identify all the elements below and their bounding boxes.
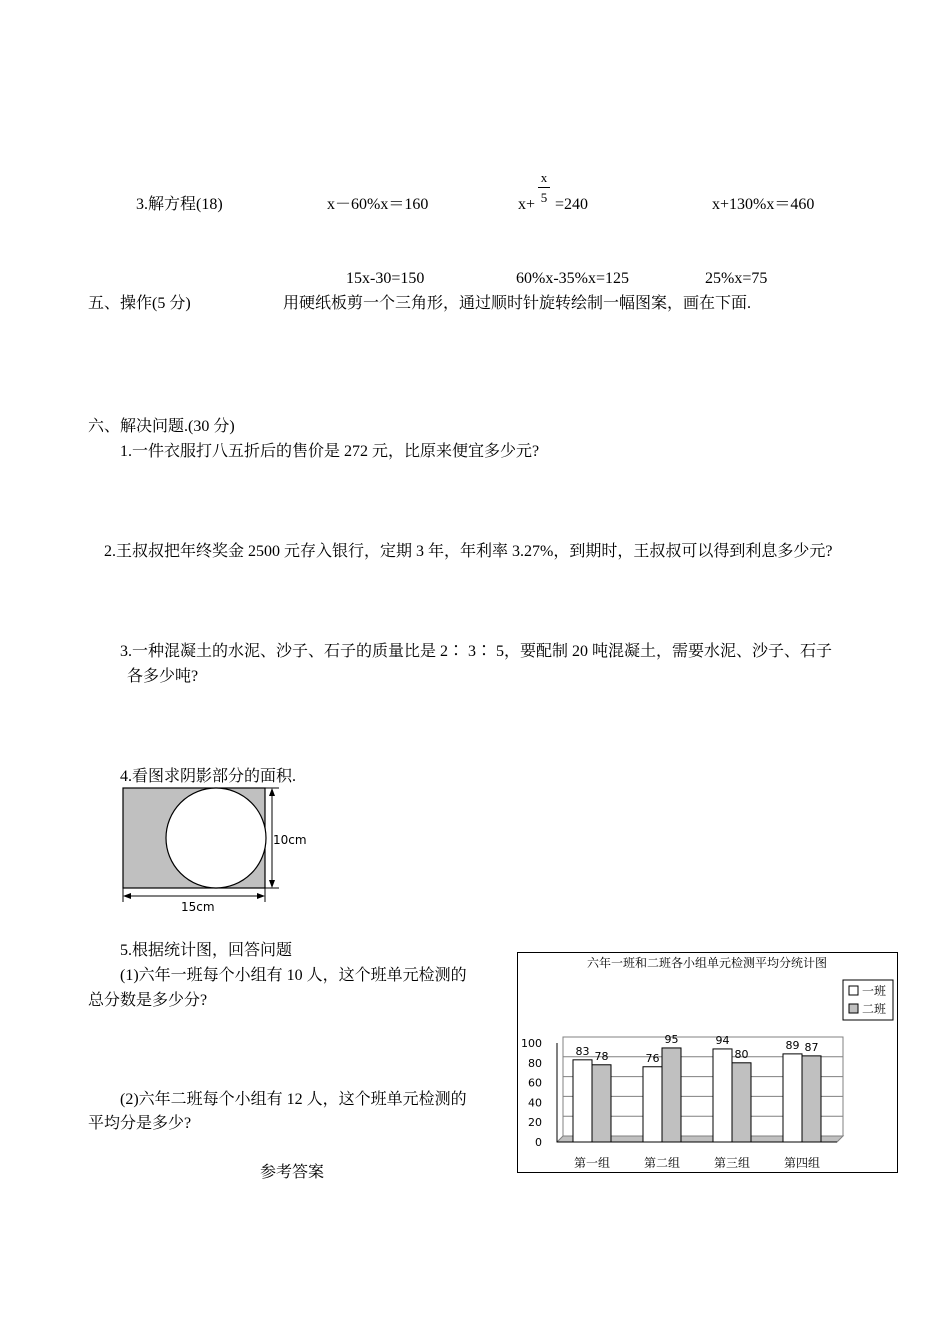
height-label: 10cm: [273, 833, 307, 847]
equation-1: x－60%x＝160: [327, 196, 429, 213]
question-5-2-line1: (2)六年二班每个小组有 12 人，这个班单元检测的: [120, 1091, 467, 1108]
y-tick-label: 20: [528, 1116, 542, 1130]
chart-legend: [843, 980, 893, 1020]
question-1: 1.一件衣服打八五折后的售价是 272 元，比原来便宜多少元?: [120, 443, 540, 460]
data-label: 76: [645, 1051, 660, 1065]
x-tick-label: 第三组: [713, 1156, 751, 1170]
data-label: 83: [575, 1044, 590, 1058]
score-bar-chart: [517, 952, 898, 1174]
equation-5: 60%x-35%x=125: [516, 270, 630, 287]
question-5-2-line2: 平均分是多少?: [88, 1115, 192, 1132]
data-label: 95: [664, 1032, 679, 1046]
legend-label: 一班: [862, 984, 887, 998]
x-tick-label: 第一组: [573, 1156, 611, 1170]
y-tick-label: 60: [528, 1076, 542, 1090]
legend-swatch: [849, 986, 858, 995]
bar-class2: [802, 1056, 821, 1142]
fraction-denominator: 5: [540, 190, 548, 205]
bar-class2: [662, 1048, 681, 1142]
question-3-line2: 各多少吨?: [127, 668, 199, 685]
question-3-line1: 3.一种混凝土的水泥、沙子、石子的质量比是 2∶ 3∶ 5，要配制 20 吨混凝土，需要水泥、沙子、石子: [120, 643, 833, 660]
data-label: 80: [734, 1047, 749, 1061]
equation-2-prefix: x+: [518, 196, 536, 213]
legend-swatch: [849, 1004, 858, 1013]
section6-heading: 六、解决问题.(30 分): [88, 418, 235, 435]
x-tick-label: 第四组: [783, 1156, 821, 1170]
bar-class2: [592, 1065, 611, 1142]
data-label: 87: [804, 1040, 819, 1054]
x-tick-label: 第二组: [643, 1156, 681, 1170]
shaded-area-figure: [115, 782, 315, 914]
width-label: 15cm: [181, 900, 215, 914]
data-label: 78: [594, 1049, 609, 1063]
bar-class1: [573, 1060, 592, 1142]
y-tick-label: 0: [535, 1136, 542, 1149]
bar-class1: [783, 1054, 802, 1142]
figure-circle: [166, 788, 266, 888]
question-5-1-line1: (1)六年一班每个小组有 10 人，这个班单元检测的: [120, 967, 467, 984]
bar-class2: [732, 1063, 751, 1142]
bar-class1: [713, 1049, 732, 1142]
fraction-numerator: x: [540, 170, 548, 185]
bar-class1: [643, 1067, 662, 1142]
section5-heading: 五、操作(5 分): [88, 295, 191, 312]
question-5-1-line2: 总分数是多少分?: [88, 992, 208, 1009]
equation-3: x+130%x＝460: [712, 196, 815, 213]
y-tick-label: 40: [528, 1096, 542, 1110]
y-tick-label: 100: [521, 1037, 542, 1050]
y-tick-label: 80: [528, 1056, 542, 1070]
section3-label: 3.解方程(18): [136, 196, 223, 213]
equation-4: 15x-30=150: [346, 270, 425, 287]
question-5: 5.根据统计图，回答问题: [120, 942, 293, 959]
data-label: 89: [785, 1038, 800, 1052]
chart-title: 六年一班和二班各小组单元检测平均分统计图: [586, 956, 828, 970]
data-label: 94: [715, 1033, 730, 1047]
question-2: 2.王叔叔把年终奖金 2500 元存入银行，定期 3 年，年利率 3.27%，到期时，王叔叔可以得到利息多少元?: [104, 543, 833, 560]
equation-6: 25%x=75: [705, 270, 768, 287]
section5-task: 用硬纸板剪一个三角形，通过顺时针旋转绘制一幅图案，画在下面.: [283, 295, 752, 312]
equation-2-suffix: =240: [555, 196, 589, 213]
question-4: 4.看图求阴影部分的面积.: [120, 768, 297, 785]
fraction-bar: [538, 187, 550, 188]
answers-heading: 参考答案: [260, 1164, 325, 1181]
legend-label: 二班: [862, 1002, 887, 1016]
